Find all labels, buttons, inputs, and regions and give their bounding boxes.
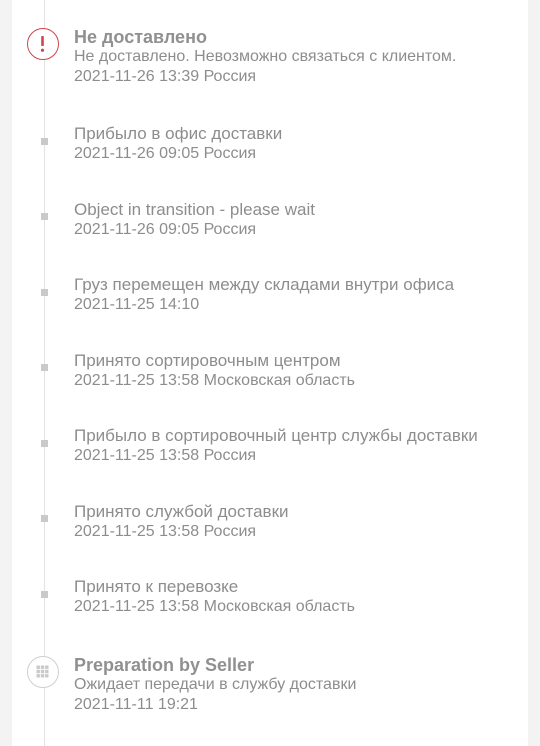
event-datetime-location: 2021-11-26 09:05 Россия — [74, 221, 257, 238]
event-title: Прибыло в сортировочный центр службы доставки — [74, 426, 478, 445]
tracking-event — [74, 275, 524, 315]
tracking-event — [74, 124, 524, 164]
event-datetime-location: 2021-11-25 13:58 Россия — [74, 523, 257, 540]
timeline-dot — [41, 440, 48, 447]
event-datetime-location: 2021-11-11 19:21 — [74, 696, 198, 713]
tracking-event — [74, 200, 524, 240]
timeline-dot — [41, 515, 48, 522]
event-title: Груз перемещен между складами внутри офиса — [74, 275, 455, 294]
event-datetime-location: 2021-11-25 13:58 Россия — [74, 447, 257, 464]
event-description: Ожидает передачи в службу доставки — [74, 676, 357, 693]
event-title: Object in transition - please wait — [74, 200, 315, 219]
timeline-line — [44, 0, 45, 746]
event-description: Не доставлено. Невозможно связаться с клиентом. — [74, 48, 457, 65]
event-title: Не доставлено — [74, 27, 207, 47]
event-title: Принято сортировочным центром — [74, 351, 341, 370]
event-title: Принято к перевозке — [74, 577, 239, 596]
timeline-dot — [41, 213, 48, 220]
tracking-event — [74, 655, 524, 715]
tracking-history-card — [12, 0, 528, 746]
tracking-event — [74, 502, 524, 542]
alert-icon — [27, 28, 59, 60]
event-title: Прибыло в офис доставки — [74, 124, 283, 143]
event-datetime-location: 2021-11-26 09:05 Россия — [74, 145, 257, 162]
tracking-event — [74, 577, 524, 617]
timeline-dot — [41, 138, 48, 145]
timeline-dot — [41, 364, 48, 371]
tracking-event — [74, 351, 524, 391]
tracking-event — [74, 27, 524, 87]
event-datetime-location: 2021-11-25 13:58 Московская область — [74, 372, 355, 389]
event-datetime-location: 2021-11-26 13:39 Россия — [74, 68, 257, 85]
event-datetime-location: 2021-11-25 14:10 — [74, 296, 200, 313]
event-title: Preparation by Seller — [74, 655, 255, 675]
event-title: Принято службой доставки — [74, 502, 289, 521]
event-datetime-location: 2021-11-25 13:58 Московская область — [74, 598, 355, 615]
tracking-event — [74, 426, 524, 466]
timeline-dot — [41, 591, 48, 598]
timeline-dot — [41, 289, 48, 296]
grid-icon — [27, 656, 59, 688]
